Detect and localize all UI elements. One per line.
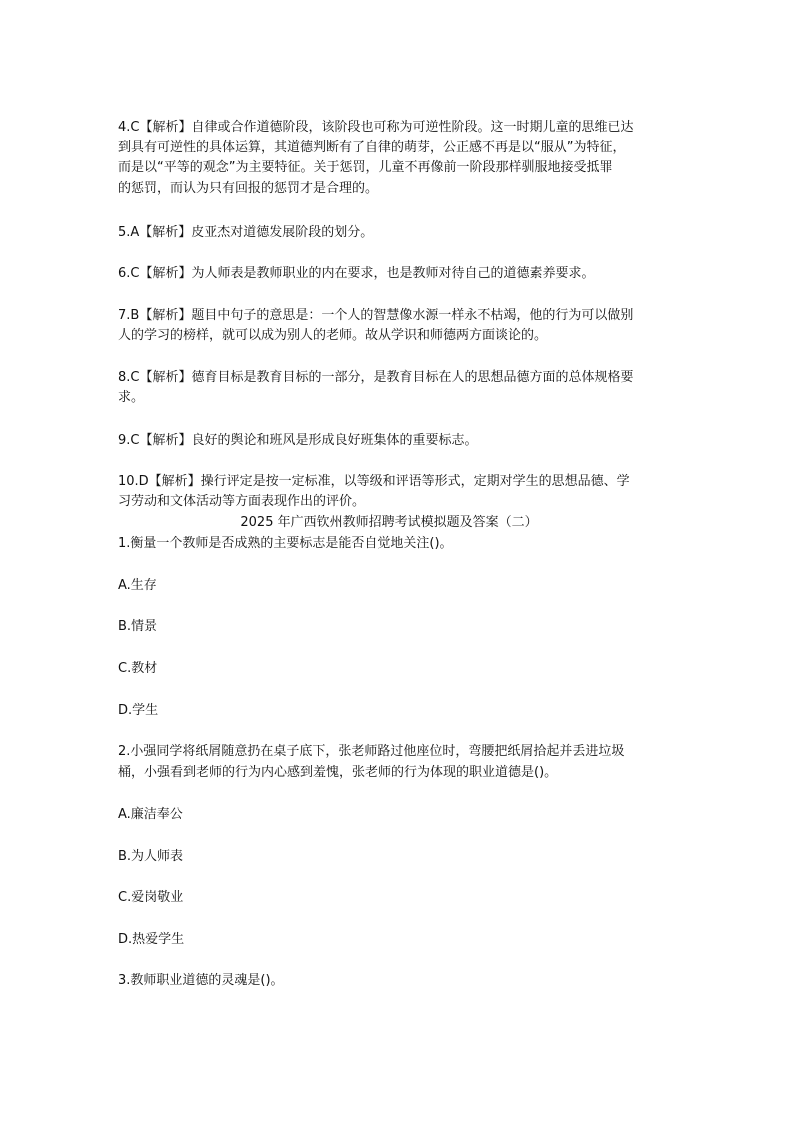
answer-7-line: 人的学习的榜样，就可以成为别人的老师。故从学识和师德两方面谈论的。: [118, 328, 548, 343]
answer-5: 5.A【解析】皮亚杰对道德发展阶段的划分。: [118, 225, 374, 240]
question-1-option-c: C.教材: [118, 661, 158, 676]
answer-10-line: 习劳动和文体活动等方面表现作出的评价。: [118, 494, 366, 509]
question-2-option-d: D.热爱学生: [118, 932, 185, 947]
answer-9: 9.C【解析】良好的舆论和班风是形成良好班集体的重要标志。: [118, 433, 478, 448]
section-title-text: 2025 年广西钦州教师招聘考试模拟题及答案（二）: [240, 515, 538, 530]
question-1-stem: 1.衡量一个教师是否成熟的主要标志是能否自觉地关注()。: [118, 536, 453, 551]
answer-8-line: 求。: [118, 390, 145, 405]
answer-10-line: 10.D【解析】操行评定是按一定标准，以等级和评语等形式，定期对学生的思想品德、学: [118, 474, 630, 489]
answer-4-line: 4.C【解析】自律或合作道德阶段，该阶段也可称为可逆性阶段。这一时期儿童的思维已达: [118, 120, 634, 135]
section-title: [0, 514, 794, 532]
question-2-option-c: C.爱岗敬业: [118, 890, 184, 905]
question-1-option-a: A.生存: [118, 578, 157, 593]
answer-4-line: 而是以“平等的观念”为主要特征。关于惩罚，儿童不再像前一阶段那样驯服地接受抵罪: [118, 160, 613, 175]
answer-4-line: 的惩罚，而认为只有回报的惩罚才是合理的。: [118, 181, 379, 196]
answer-4-line: 到具有可逆性的具体运算，其道德判断有了自律的萌芽，公正感不再是以“服从”为特征，: [118, 140, 626, 155]
answer-6: 6.C【解析】为人师表是教师职业的内在要求，也是教师对待自己的道德素养要求。: [118, 266, 595, 281]
answer-7-line: 7.B【解析】题目中句子的意思是：一个人的智慧像水源一样永不枯竭，他的行为可以做别: [118, 308, 634, 323]
question-2-option-b: B.为人师表: [118, 849, 184, 864]
question-1-option-b: B.情景: [118, 619, 158, 634]
question-1-option-d: D.学生: [118, 703, 159, 718]
question-2-stem-line: 桶，小强看到老师的行为内心感到羞愧，张老师的行为体现的职业道德是()。: [118, 765, 558, 780]
question-2-option-a: A.廉洁奉公: [118, 807, 183, 822]
question-3-stem: 3.教师职业道德的灵魂是()。: [118, 973, 284, 988]
answer-8-line: 8.C【解析】德育目标是教育目标的一部分，是教育目标在人的思想品德方面的总体规格要: [118, 370, 634, 385]
question-2-stem-line: 2.小强同学将纸屑随意扔在桌子底下，张老师路过他座位时，弯腰把纸屑拾起并丢进垃圾: [118, 744, 625, 759]
